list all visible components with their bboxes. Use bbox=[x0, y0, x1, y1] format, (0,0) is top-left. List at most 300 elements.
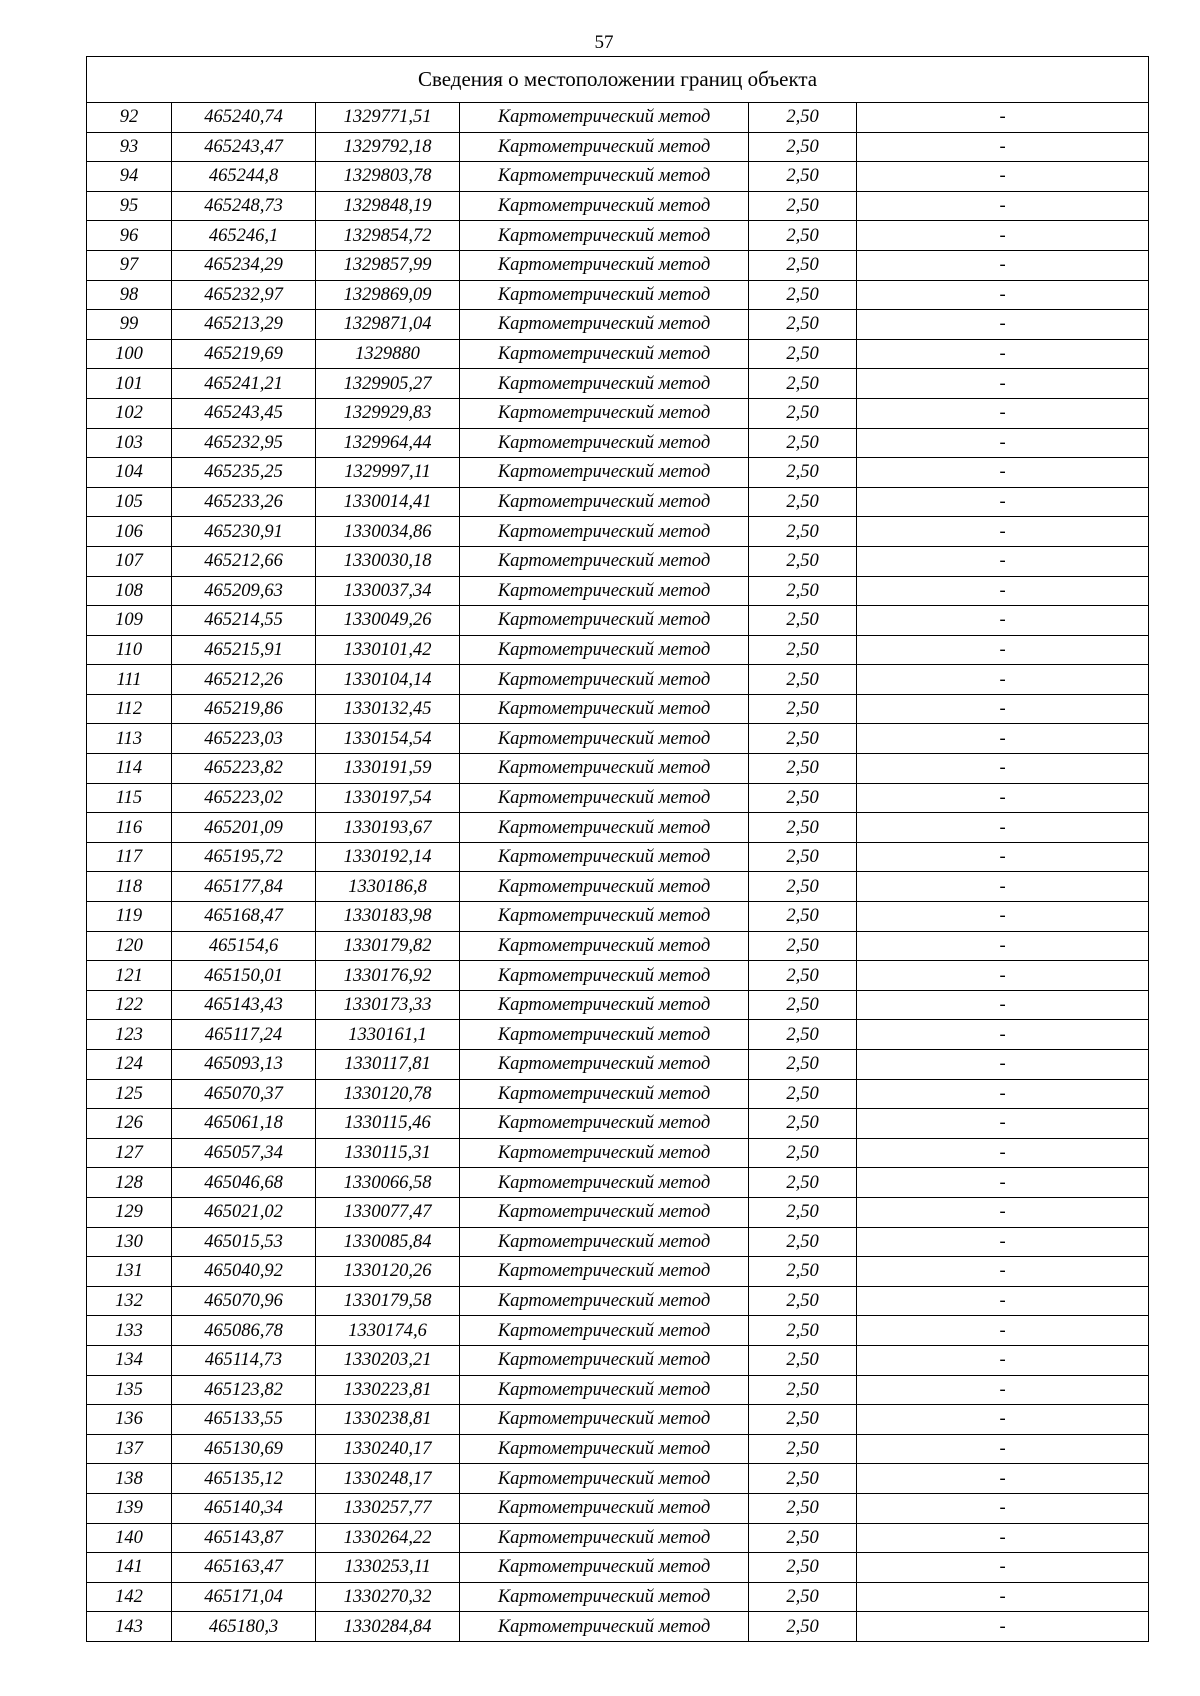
table-row bbox=[87, 1405, 1149, 1435]
table-row bbox=[87, 1316, 1149, 1346]
x-coordinate-cell: 465180,3 bbox=[172, 1612, 316, 1642]
point-number-cell: 121 bbox=[87, 961, 172, 991]
method-cell: Картометрический метод bbox=[460, 783, 749, 813]
point-number-cell: 100 bbox=[87, 339, 172, 369]
accuracy-cell: 2,50 bbox=[749, 902, 857, 932]
table-row bbox=[87, 1553, 1149, 1583]
description-cell: - bbox=[857, 1493, 1149, 1523]
x-coordinate-cell: 465246,1 bbox=[172, 221, 316, 251]
x-coordinate-cell: 465070,37 bbox=[172, 1079, 316, 1109]
table-row bbox=[87, 103, 1149, 133]
x-coordinate-cell: 465223,82 bbox=[172, 754, 316, 784]
method-cell: Картометрический метод bbox=[460, 635, 749, 665]
y-coordinate-cell: 1330179,82 bbox=[316, 931, 460, 961]
accuracy-cell: 2,50 bbox=[749, 546, 857, 576]
point-number-cell: 130 bbox=[87, 1227, 172, 1257]
accuracy-cell: 2,50 bbox=[749, 1109, 857, 1139]
table-row bbox=[87, 280, 1149, 310]
accuracy-cell: 2,50 bbox=[749, 1020, 857, 1050]
y-coordinate-cell: 1330186,8 bbox=[316, 872, 460, 902]
description-cell: - bbox=[857, 132, 1149, 162]
x-coordinate-cell: 465209,63 bbox=[172, 576, 316, 606]
accuracy-cell: 2,50 bbox=[749, 1612, 857, 1642]
method-cell: Картометрический метод bbox=[460, 1257, 749, 1287]
table-row bbox=[87, 487, 1149, 517]
y-coordinate-cell: 1329964,44 bbox=[316, 428, 460, 458]
point-number-cell: 143 bbox=[87, 1612, 172, 1642]
accuracy-cell: 2,50 bbox=[749, 221, 857, 251]
point-number-cell: 135 bbox=[87, 1375, 172, 1405]
x-coordinate-cell: 465130,69 bbox=[172, 1434, 316, 1464]
method-cell: Картометрический метод bbox=[460, 1434, 749, 1464]
method-cell: Картометрический метод bbox=[460, 1375, 749, 1405]
point-number-cell: 113 bbox=[87, 724, 172, 754]
y-coordinate-cell: 1330193,67 bbox=[316, 813, 460, 843]
table-row bbox=[87, 162, 1149, 192]
accuracy-cell: 2,50 bbox=[749, 1138, 857, 1168]
y-coordinate-cell: 1329792,18 bbox=[316, 132, 460, 162]
method-cell: Картометрический метод bbox=[460, 813, 749, 843]
y-coordinate-cell: 1330085,84 bbox=[316, 1227, 460, 1257]
point-number-cell: 109 bbox=[87, 606, 172, 636]
description-cell: - bbox=[857, 1582, 1149, 1612]
table-row bbox=[87, 694, 1149, 724]
method-cell: Картометрический метод bbox=[460, 191, 749, 221]
y-coordinate-cell: 1330176,92 bbox=[316, 961, 460, 991]
x-coordinate-cell: 465219,69 bbox=[172, 339, 316, 369]
description-cell: - bbox=[857, 369, 1149, 399]
point-number-cell: 94 bbox=[87, 162, 172, 192]
table-row bbox=[87, 1493, 1149, 1523]
point-number-cell: 116 bbox=[87, 813, 172, 843]
x-coordinate-cell: 465168,47 bbox=[172, 902, 316, 932]
table-body bbox=[87, 103, 1149, 1642]
table-row bbox=[87, 1168, 1149, 1198]
description-cell: - bbox=[857, 783, 1149, 813]
y-coordinate-cell: 1330270,32 bbox=[316, 1582, 460, 1612]
y-coordinate-cell: 1329771,51 bbox=[316, 103, 460, 133]
point-number-cell: 137 bbox=[87, 1434, 172, 1464]
method-cell: Картометрический метод bbox=[460, 1138, 749, 1168]
accuracy-cell: 2,50 bbox=[749, 1553, 857, 1583]
point-number-cell: 142 bbox=[87, 1582, 172, 1612]
description-cell: - bbox=[857, 458, 1149, 488]
table-row bbox=[87, 961, 1149, 991]
accuracy-cell: 2,50 bbox=[749, 1434, 857, 1464]
method-cell: Картометрический метод bbox=[460, 132, 749, 162]
x-coordinate-cell: 465232,95 bbox=[172, 428, 316, 458]
method-cell: Картометрический метод bbox=[460, 1109, 749, 1139]
description-cell: - bbox=[857, 1286, 1149, 1316]
accuracy-cell: 2,50 bbox=[749, 280, 857, 310]
y-coordinate-cell: 1330240,17 bbox=[316, 1434, 460, 1464]
method-cell: Картометрический метод bbox=[460, 162, 749, 192]
x-coordinate-cell: 465140,34 bbox=[172, 1493, 316, 1523]
description-cell: - bbox=[857, 398, 1149, 428]
x-coordinate-cell: 465143,43 bbox=[172, 990, 316, 1020]
table-row bbox=[87, 842, 1149, 872]
point-number-cell: 141 bbox=[87, 1553, 172, 1583]
description-cell: - bbox=[857, 103, 1149, 133]
y-coordinate-cell: 1330248,17 bbox=[316, 1464, 460, 1494]
y-coordinate-cell: 1330049,26 bbox=[316, 606, 460, 636]
description-cell: - bbox=[857, 754, 1149, 784]
point-number-cell: 124 bbox=[87, 1050, 172, 1080]
method-cell: Картометрический метод bbox=[460, 902, 749, 932]
accuracy-cell: 2,50 bbox=[749, 1493, 857, 1523]
description-cell: - bbox=[857, 961, 1149, 991]
method-cell: Картометрический метод bbox=[460, 280, 749, 310]
accuracy-cell: 2,50 bbox=[749, 694, 857, 724]
accuracy-cell: 2,50 bbox=[749, 1168, 857, 1198]
method-cell: Картометрический метод bbox=[460, 1227, 749, 1257]
method-cell: Картометрический метод bbox=[460, 931, 749, 961]
table-row bbox=[87, 1523, 1149, 1553]
table-row bbox=[87, 1582, 1149, 1612]
x-coordinate-cell: 465233,26 bbox=[172, 487, 316, 517]
y-coordinate-cell: 1330117,81 bbox=[316, 1050, 460, 1080]
description-cell: - bbox=[857, 428, 1149, 458]
description-cell: - bbox=[857, 872, 1149, 902]
table-row bbox=[87, 546, 1149, 576]
table-row bbox=[87, 1464, 1149, 1494]
table-row bbox=[87, 1345, 1149, 1375]
x-coordinate-cell: 465114,73 bbox=[172, 1345, 316, 1375]
description-cell: - bbox=[857, 221, 1149, 251]
y-coordinate-cell: 1330154,54 bbox=[316, 724, 460, 754]
description-cell: - bbox=[857, 1109, 1149, 1139]
point-number-cell: 102 bbox=[87, 398, 172, 428]
x-coordinate-cell: 465243,47 bbox=[172, 132, 316, 162]
x-coordinate-cell: 465232,97 bbox=[172, 280, 316, 310]
point-number-cell: 99 bbox=[87, 310, 172, 340]
description-cell: - bbox=[857, 1434, 1149, 1464]
method-cell: Картометрический метод bbox=[460, 1612, 749, 1642]
accuracy-cell: 2,50 bbox=[749, 250, 857, 280]
description-cell: - bbox=[857, 517, 1149, 547]
x-coordinate-cell: 465117,24 bbox=[172, 1020, 316, 1050]
point-number-cell: 127 bbox=[87, 1138, 172, 1168]
description-cell: - bbox=[857, 1079, 1149, 1109]
x-coordinate-cell: 465243,45 bbox=[172, 398, 316, 428]
description-cell: - bbox=[857, 191, 1149, 221]
x-coordinate-cell: 465235,25 bbox=[172, 458, 316, 488]
method-cell: Картометрический метод bbox=[460, 398, 749, 428]
y-coordinate-cell: 1330161,1 bbox=[316, 1020, 460, 1050]
y-coordinate-cell: 1330104,14 bbox=[316, 665, 460, 695]
y-coordinate-cell: 1330173,33 bbox=[316, 990, 460, 1020]
table-row bbox=[87, 250, 1149, 280]
accuracy-cell: 2,50 bbox=[749, 1345, 857, 1375]
x-coordinate-cell: 465046,68 bbox=[172, 1168, 316, 1198]
description-cell: - bbox=[857, 724, 1149, 754]
point-number-cell: 132 bbox=[87, 1286, 172, 1316]
point-number-cell: 93 bbox=[87, 132, 172, 162]
table-row bbox=[87, 754, 1149, 784]
point-number-cell: 112 bbox=[87, 694, 172, 724]
point-number-cell: 105 bbox=[87, 487, 172, 517]
method-cell: Картометрический метод bbox=[460, 517, 749, 547]
y-coordinate-cell: 1330203,21 bbox=[316, 1345, 460, 1375]
description-cell: - bbox=[857, 1375, 1149, 1405]
description-cell: - bbox=[857, 606, 1149, 636]
table-row bbox=[87, 1109, 1149, 1139]
point-number-cell: 98 bbox=[87, 280, 172, 310]
point-number-cell: 128 bbox=[87, 1168, 172, 1198]
point-number-cell: 134 bbox=[87, 1345, 172, 1375]
description-cell: - bbox=[857, 990, 1149, 1020]
table-row bbox=[87, 813, 1149, 843]
table-row bbox=[87, 1286, 1149, 1316]
description-cell: - bbox=[857, 931, 1149, 961]
description-cell: - bbox=[857, 310, 1149, 340]
point-number-cell: 103 bbox=[87, 428, 172, 458]
x-coordinate-cell: 465015,53 bbox=[172, 1227, 316, 1257]
table-row bbox=[87, 1612, 1149, 1642]
description-cell: - bbox=[857, 1316, 1149, 1346]
x-coordinate-cell: 465135,12 bbox=[172, 1464, 316, 1494]
point-number-cell: 104 bbox=[87, 458, 172, 488]
point-number-cell: 140 bbox=[87, 1523, 172, 1553]
accuracy-cell: 2,50 bbox=[749, 990, 857, 1020]
table-row bbox=[87, 1020, 1149, 1050]
accuracy-cell: 2,50 bbox=[749, 872, 857, 902]
x-coordinate-cell: 465219,86 bbox=[172, 694, 316, 724]
accuracy-cell: 2,50 bbox=[749, 635, 857, 665]
description-cell: - bbox=[857, 1612, 1149, 1642]
y-coordinate-cell: 1330066,58 bbox=[316, 1168, 460, 1198]
y-coordinate-cell: 1329905,27 bbox=[316, 369, 460, 399]
accuracy-cell: 2,50 bbox=[749, 310, 857, 340]
x-coordinate-cell: 465195,72 bbox=[172, 842, 316, 872]
point-number-cell: 125 bbox=[87, 1079, 172, 1109]
description-cell: - bbox=[857, 1464, 1149, 1494]
table-row bbox=[87, 872, 1149, 902]
table-row bbox=[87, 783, 1149, 813]
x-coordinate-cell: 465070,96 bbox=[172, 1286, 316, 1316]
y-coordinate-cell: 1330034,86 bbox=[316, 517, 460, 547]
table-row bbox=[87, 132, 1149, 162]
accuracy-cell: 2,50 bbox=[749, 1050, 857, 1080]
y-coordinate-cell: 1330191,59 bbox=[316, 754, 460, 784]
x-coordinate-cell: 465213,29 bbox=[172, 310, 316, 340]
x-coordinate-cell: 465240,74 bbox=[172, 103, 316, 133]
point-number-cell: 123 bbox=[87, 1020, 172, 1050]
accuracy-cell: 2,50 bbox=[749, 339, 857, 369]
description-cell: - bbox=[857, 694, 1149, 724]
table-row bbox=[87, 1050, 1149, 1080]
point-number-cell: 131 bbox=[87, 1257, 172, 1287]
page-number: 57 bbox=[594, 32, 614, 53]
table-row bbox=[87, 990, 1149, 1020]
description-cell: - bbox=[857, 635, 1149, 665]
accuracy-cell: 2,50 bbox=[749, 1464, 857, 1494]
method-cell: Картометрический метод bbox=[460, 1286, 749, 1316]
method-cell: Картометрический метод bbox=[460, 1523, 749, 1553]
method-cell: Картометрический метод bbox=[460, 1050, 749, 1080]
table-row bbox=[87, 458, 1149, 488]
table-row bbox=[87, 1257, 1149, 1287]
table-row bbox=[87, 635, 1149, 665]
point-number-cell: 119 bbox=[87, 902, 172, 932]
x-coordinate-cell: 465241,21 bbox=[172, 369, 316, 399]
x-coordinate-cell: 465234,29 bbox=[172, 250, 316, 280]
table-row bbox=[87, 191, 1149, 221]
description-cell: - bbox=[857, 546, 1149, 576]
y-coordinate-cell: 1330037,34 bbox=[316, 576, 460, 606]
y-coordinate-cell: 1329854,72 bbox=[316, 221, 460, 251]
description-cell: - bbox=[857, 576, 1149, 606]
x-coordinate-cell: 465248,73 bbox=[172, 191, 316, 221]
y-coordinate-cell: 1330238,81 bbox=[316, 1405, 460, 1435]
y-coordinate-cell: 1329997,11 bbox=[316, 458, 460, 488]
point-number-cell: 95 bbox=[87, 191, 172, 221]
point-number-cell: 122 bbox=[87, 990, 172, 1020]
table-row bbox=[87, 606, 1149, 636]
description-cell: - bbox=[857, 1168, 1149, 1198]
method-cell: Картометрический метод bbox=[460, 1405, 749, 1435]
point-number-cell: 111 bbox=[87, 665, 172, 695]
method-cell: Картометрический метод bbox=[460, 842, 749, 872]
description-cell: - bbox=[857, 1257, 1149, 1287]
method-cell: Картометрический метод bbox=[460, 1345, 749, 1375]
x-coordinate-cell: 465057,34 bbox=[172, 1138, 316, 1168]
y-coordinate-cell: 1330132,45 bbox=[316, 694, 460, 724]
point-number-cell: 138 bbox=[87, 1464, 172, 1494]
x-coordinate-cell: 465214,55 bbox=[172, 606, 316, 636]
table-row bbox=[87, 1227, 1149, 1257]
accuracy-cell: 2,50 bbox=[749, 961, 857, 991]
table-row bbox=[87, 665, 1149, 695]
method-cell: Картометрический метод bbox=[460, 665, 749, 695]
point-number-cell: 126 bbox=[87, 1109, 172, 1139]
description-cell: - bbox=[857, 1345, 1149, 1375]
accuracy-cell: 2,50 bbox=[749, 1405, 857, 1435]
method-cell: Картометрический метод bbox=[460, 310, 749, 340]
accuracy-cell: 2,50 bbox=[749, 369, 857, 399]
table-row bbox=[87, 1138, 1149, 1168]
x-coordinate-cell: 465201,09 bbox=[172, 813, 316, 843]
method-cell: Картометрический метод bbox=[460, 576, 749, 606]
description-cell: - bbox=[857, 902, 1149, 932]
y-coordinate-cell: 1330192,14 bbox=[316, 842, 460, 872]
method-cell: Картометрический метод bbox=[460, 221, 749, 251]
x-coordinate-cell: 465154,6 bbox=[172, 931, 316, 961]
accuracy-cell: 2,50 bbox=[749, 1375, 857, 1405]
y-coordinate-cell: 1330253,11 bbox=[316, 1553, 460, 1583]
x-coordinate-cell: 465133,55 bbox=[172, 1405, 316, 1435]
accuracy-cell: 2,50 bbox=[749, 191, 857, 221]
accuracy-cell: 2,50 bbox=[749, 162, 857, 192]
y-coordinate-cell: 1329848,19 bbox=[316, 191, 460, 221]
x-coordinate-cell: 465040,92 bbox=[172, 1257, 316, 1287]
y-coordinate-cell: 1330115,31 bbox=[316, 1138, 460, 1168]
accuracy-cell: 2,50 bbox=[749, 931, 857, 961]
accuracy-cell: 2,50 bbox=[749, 487, 857, 517]
point-number-cell: 120 bbox=[87, 931, 172, 961]
accuracy-cell: 2,50 bbox=[749, 1197, 857, 1227]
table-row bbox=[87, 310, 1149, 340]
method-cell: Картометрический метод bbox=[460, 724, 749, 754]
method-cell: Картометрический метод bbox=[460, 1553, 749, 1583]
x-coordinate-cell: 465123,82 bbox=[172, 1375, 316, 1405]
x-coordinate-cell: 465215,91 bbox=[172, 635, 316, 665]
method-cell: Картометрический метод bbox=[460, 1168, 749, 1198]
description-cell: - bbox=[857, 487, 1149, 517]
table-row bbox=[87, 339, 1149, 369]
accuracy-cell: 2,50 bbox=[749, 1316, 857, 1346]
method-cell: Картометрический метод bbox=[460, 1582, 749, 1612]
method-cell: Картометрический метод bbox=[460, 1020, 749, 1050]
point-number-cell: 110 bbox=[87, 635, 172, 665]
accuracy-cell: 2,50 bbox=[749, 724, 857, 754]
y-coordinate-cell: 1330264,22 bbox=[316, 1523, 460, 1553]
accuracy-cell: 2,50 bbox=[749, 1227, 857, 1257]
point-number-cell: 101 bbox=[87, 369, 172, 399]
point-number-cell: 106 bbox=[87, 517, 172, 547]
x-coordinate-cell: 465150,01 bbox=[172, 961, 316, 991]
table-row bbox=[87, 1434, 1149, 1464]
description-cell: - bbox=[857, 1020, 1149, 1050]
table-row bbox=[87, 724, 1149, 754]
x-coordinate-cell: 465061,18 bbox=[172, 1109, 316, 1139]
method-cell: Картометрический метод bbox=[460, 1493, 749, 1523]
accuracy-cell: 2,50 bbox=[749, 842, 857, 872]
accuracy-cell: 2,50 bbox=[749, 783, 857, 813]
x-coordinate-cell: 465021,02 bbox=[172, 1197, 316, 1227]
point-number-cell: 97 bbox=[87, 250, 172, 280]
method-cell: Картометрический метод bbox=[460, 458, 749, 488]
description-cell: - bbox=[857, 280, 1149, 310]
accuracy-cell: 2,50 bbox=[749, 1286, 857, 1316]
point-number-cell: 114 bbox=[87, 754, 172, 784]
y-coordinate-cell: 1329869,09 bbox=[316, 280, 460, 310]
y-coordinate-cell: 1330120,26 bbox=[316, 1257, 460, 1287]
method-cell: Картометрический метод bbox=[460, 1079, 749, 1109]
boundary-table bbox=[86, 56, 1149, 1642]
y-coordinate-cell: 1330257,77 bbox=[316, 1493, 460, 1523]
point-number-cell: 136 bbox=[87, 1405, 172, 1435]
y-coordinate-cell: 1330101,42 bbox=[316, 635, 460, 665]
method-cell: Картометрический метод bbox=[460, 339, 749, 369]
accuracy-cell: 2,50 bbox=[749, 606, 857, 636]
table-row bbox=[87, 398, 1149, 428]
description-cell: - bbox=[857, 1227, 1149, 1257]
y-coordinate-cell: 1330115,46 bbox=[316, 1109, 460, 1139]
accuracy-cell: 2,50 bbox=[749, 1582, 857, 1612]
accuracy-cell: 2,50 bbox=[749, 1257, 857, 1287]
method-cell: Картометрический метод bbox=[460, 487, 749, 517]
description-cell: - bbox=[857, 1197, 1149, 1227]
y-coordinate-cell: 1330197,54 bbox=[316, 783, 460, 813]
point-number-cell: 96 bbox=[87, 221, 172, 251]
point-number-cell: 117 bbox=[87, 842, 172, 872]
description-cell: - bbox=[857, 1553, 1149, 1583]
y-coordinate-cell: 1330183,98 bbox=[316, 902, 460, 932]
x-coordinate-cell: 465086,78 bbox=[172, 1316, 316, 1346]
y-coordinate-cell: 1330077,47 bbox=[316, 1197, 460, 1227]
accuracy-cell: 2,50 bbox=[749, 458, 857, 488]
accuracy-cell: 2,50 bbox=[749, 576, 857, 606]
point-number-cell: 107 bbox=[87, 546, 172, 576]
x-coordinate-cell: 465223,03 bbox=[172, 724, 316, 754]
table-row bbox=[87, 221, 1149, 251]
method-cell: Картометрический метод bbox=[460, 606, 749, 636]
table-row bbox=[87, 369, 1149, 399]
y-coordinate-cell: 1330179,58 bbox=[316, 1286, 460, 1316]
point-number-cell: 118 bbox=[87, 872, 172, 902]
method-cell: Картометрический метод bbox=[460, 990, 749, 1020]
